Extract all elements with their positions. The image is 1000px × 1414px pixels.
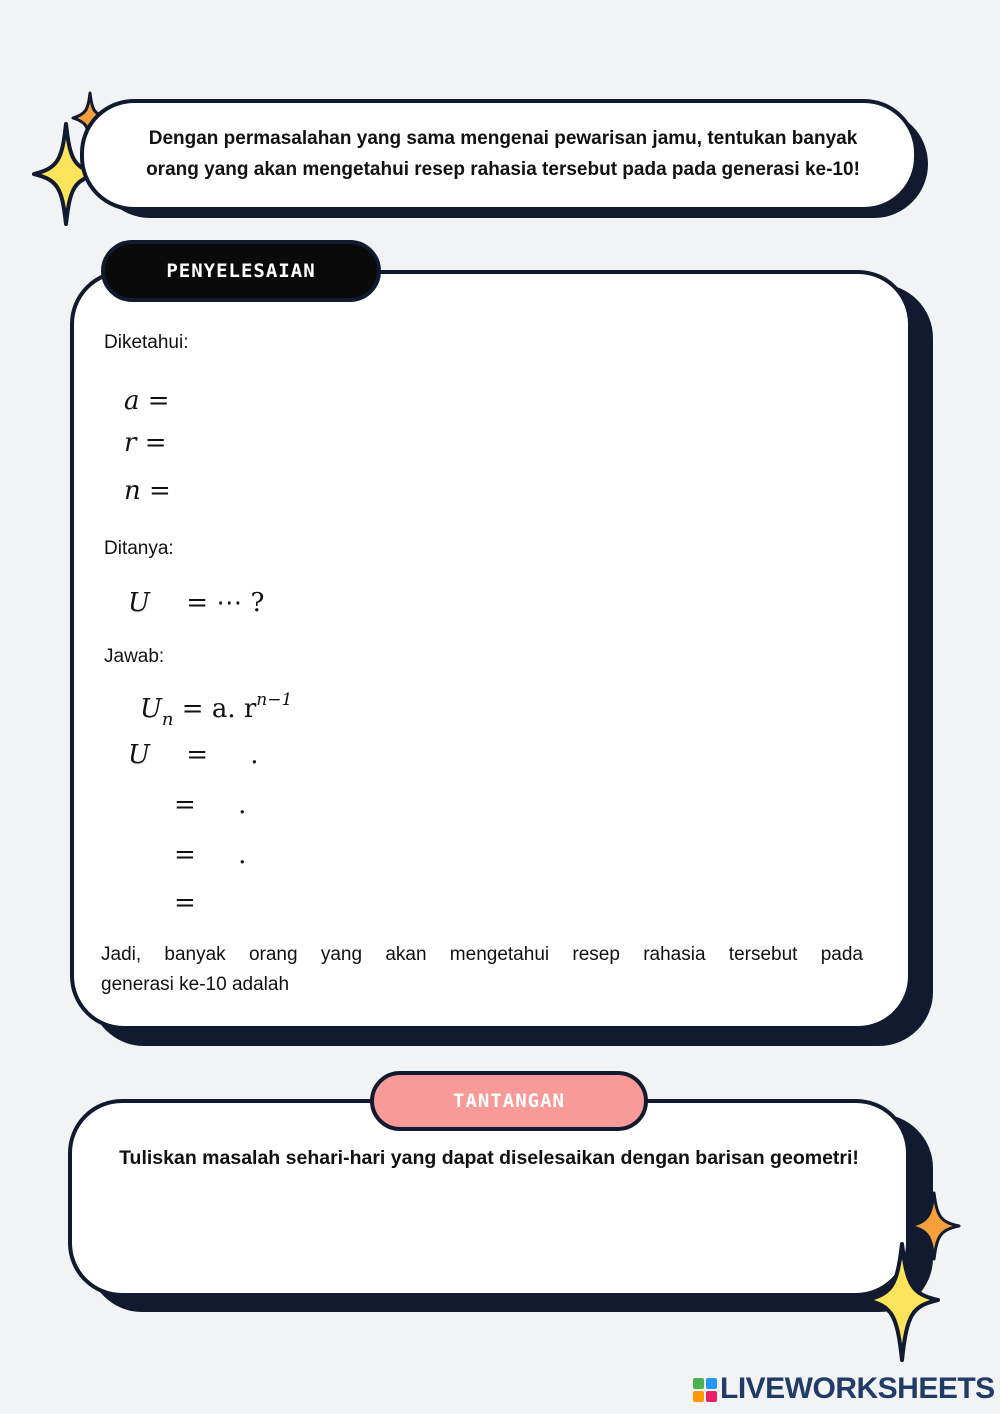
solution-header-text: PENYELESAIAN xyxy=(166,260,316,282)
challenge-header-text: TANTANGAN xyxy=(453,1090,565,1112)
known-var-r-symbol: r xyxy=(124,428,137,458)
work-line-1-equals: = xyxy=(186,740,208,770)
known-var-n xyxy=(124,476,171,506)
work-line-3 xyxy=(174,840,246,870)
work-line-4-equals: = xyxy=(174,888,196,918)
known-var-r xyxy=(124,428,167,458)
formula xyxy=(140,690,292,730)
known-var-a xyxy=(124,386,170,416)
known-var-n-symbol: n xyxy=(124,476,141,506)
formula-lhs: U xyxy=(140,694,162,724)
formula-rhs: = a. r xyxy=(181,694,257,724)
conclusion-line-1: Jadi, banyak orang yang akan mengetahui resep rahasia tersebut pada xyxy=(101,944,863,965)
known-var-r-equals: = xyxy=(144,428,167,458)
asked-expression xyxy=(128,588,264,618)
answer-label: Jawab: xyxy=(104,646,165,667)
challenge-prompt: Tuliskan masalah sehari-hari yang dapat diselesaikan dengan barisan geometri! xyxy=(119,1147,859,1169)
work-line-3-dot: . xyxy=(238,840,247,870)
asked-rhs: = ⋯ ? xyxy=(186,588,265,618)
work-lhs: U xyxy=(128,740,150,770)
asked-label: Ditanya: xyxy=(104,538,174,559)
liveworksheets-brand: LIVEWORKSHEETS xyxy=(720,1372,995,1405)
known-label: Diketahui: xyxy=(104,332,189,353)
work-line-2 xyxy=(174,790,246,820)
conclusion-line-2: generasi ke-10 adalah xyxy=(101,974,290,995)
work-line-2-equals: = xyxy=(174,790,196,820)
formula-exponent: n−1 xyxy=(256,690,293,710)
solution-card xyxy=(70,270,912,1030)
solution-header-pill xyxy=(101,240,381,302)
challenge-header-pill xyxy=(370,1071,648,1131)
asked-lhs: U xyxy=(128,588,150,618)
work-line-1 xyxy=(128,740,259,770)
known-var-a-equals: = xyxy=(147,386,170,416)
work-line-3-equals: = xyxy=(174,840,196,870)
known-var-a-symbol: a xyxy=(124,386,140,416)
question-card xyxy=(80,99,918,211)
work-line-1-dot: . xyxy=(250,740,259,770)
question-line-1: Dengan permasalahan yang sama mengenai pewarisan jamu, tentukan banyak xyxy=(148,128,858,149)
sparkle-star-large-yellow-icon xyxy=(862,1240,942,1364)
liveworksheets-logo-icon xyxy=(693,1378,717,1402)
question-text xyxy=(104,123,902,185)
conclusion xyxy=(101,940,863,1000)
work-line-2-dot: . xyxy=(238,790,247,820)
question-line-2: orang yang akan mengetahui resep rahasia tersebut pada pada generasi ke-10! xyxy=(146,159,860,180)
work-line-4 xyxy=(174,888,196,918)
known-var-n-equals: = xyxy=(149,476,171,506)
formula-subscript: n xyxy=(161,709,174,730)
